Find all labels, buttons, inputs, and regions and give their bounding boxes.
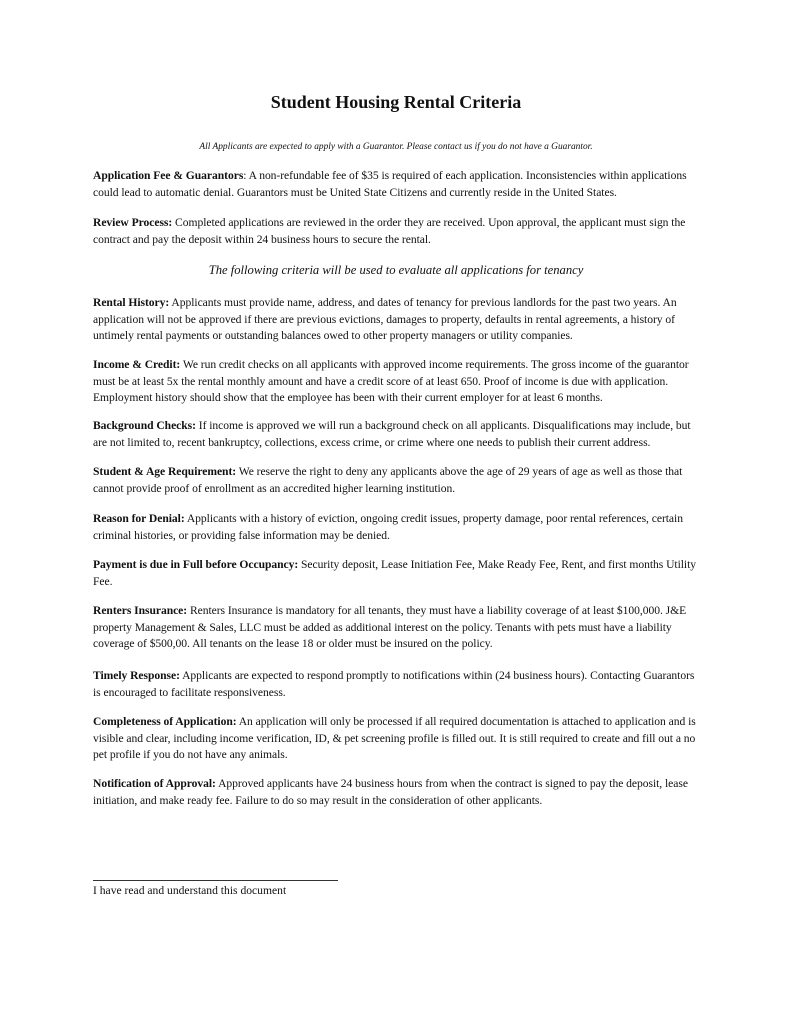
section-label: Notification of Approval: bbox=[93, 777, 216, 790]
signature-acknowledgement: I have read and understand this document bbox=[93, 884, 287, 897]
section-timely-response bbox=[93, 668, 703, 701]
section-background-checks bbox=[93, 418, 703, 451]
section-text: We run credit checks on all applicants with approved income requirements. The gross income of the guarantor must be at least 5x the rental monthly amount and have a credit score of at least 650. Proof of income is due with application. Employment history should show that the employee has been with their current employer for at least 6 months. bbox=[93, 358, 689, 404]
section-reason-denial bbox=[93, 511, 703, 544]
section-label: Renters Insurance: bbox=[93, 604, 188, 617]
section-application-fee bbox=[93, 168, 703, 201]
section-text: Applicants must provide name, address, and dates of tenancy for previous landlords for the past two years. An application will not be approved if there are previous evictions, damages to property, defaults in rental agreements, a history of untimely rental payments or outstanding balances owed to other property managers or utility companies. bbox=[93, 296, 677, 342]
section-text: Applicants are expected to respond promptly to notifications within (24 business hours). Contacting Guarantors is encouraged to facilitate responsiveness. bbox=[93, 669, 695, 699]
section-label: Application Fee & Guarantors bbox=[93, 169, 244, 182]
document-title: Student Housing Rental Criteria bbox=[270, 92, 522, 112]
section-label: Income & Credit: bbox=[93, 358, 181, 371]
section-student-age bbox=[93, 464, 703, 497]
section-completeness bbox=[93, 714, 703, 764]
section-text: We reserve the right to deny any applicants above the age of 29 years of age as well as those that cannot provide proof of enrollment as an accredited higher learning institution. bbox=[93, 465, 683, 495]
section-label: Timely Response: bbox=[93, 669, 180, 682]
section-label: Student & Age Requirement: bbox=[93, 465, 237, 478]
section-rental-history bbox=[93, 295, 703, 345]
section-label: Reason for Denial: bbox=[93, 512, 185, 525]
section-text: Renters Insurance is mandatory for all tenants, they must have a liability coverage of at least $100,000. J&E property Management & Sales, LLC must be added as additional interest on the policy. Tenants with pets must have a liability coverage of $500,00. All tenants on the lease 18 or older must be insured on the policy. bbox=[93, 604, 687, 650]
section-text: Completed applications are reviewed in the order they are received. Upon approval, the applicant must sign the contract and pay the deposit within 24 business hours to secure the rental. bbox=[93, 216, 686, 246]
section-text: An application will only be processed if all required documentation is attached to application and is visible and clear, including income verification, ID, & pet screening profile is filled out. It is still required to create and fill out a no pet profile if you do not have any animals. bbox=[93, 715, 696, 761]
section-text: Security deposit, Lease Initiation Fee, Make Ready Fee, Rent, and first months Utility Fee. bbox=[93, 558, 696, 588]
section-review-process bbox=[93, 215, 703, 248]
criteria-heading: The following criteria will be used to evaluate all applications for tenancy bbox=[208, 263, 584, 277]
section-label: Completeness of Application: bbox=[93, 715, 237, 728]
section-label: Rental History: bbox=[93, 296, 170, 309]
section-label: Payment is due in Full before Occupancy: bbox=[93, 558, 299, 571]
section-label: Background Checks: bbox=[93, 419, 196, 432]
signature-line bbox=[93, 880, 338, 881]
section-payment bbox=[93, 557, 703, 590]
section-text: Approved applicants have 24 business hours from when the contract is signed to pay the deposit, lease initiation, and make ready fee. Failure to do so may result in the consideration of other applicants. bbox=[93, 777, 688, 807]
guarantor-note: All Applicants are expected to apply with a Guarantor. Please contact us if you do not have a Guarantor. bbox=[199, 142, 593, 152]
section-renters-insurance bbox=[93, 603, 703, 653]
section-text: If income is approved we will run a background check on all applicants. Disqualifications may include, but are not limited to, recent bankruptcy, collections, excess crime, or crime where one needs to publish their current address. bbox=[93, 419, 691, 449]
section-notification-approval bbox=[93, 776, 703, 809]
section-label: Review Process: bbox=[93, 216, 173, 229]
section-text: : A non-refundable fee of $35 is required of each application. Inconsistencies within applications could lead to automatic denial. Guarantors must be United State Citizens and currently reside in the United States. bbox=[93, 169, 687, 199]
section-income-credit bbox=[93, 357, 703, 407]
section-text: Applicants with a history of eviction, ongoing credit issues, property damage, poor rental references, certain criminal histories, or providing false information may be denied. bbox=[93, 512, 683, 542]
